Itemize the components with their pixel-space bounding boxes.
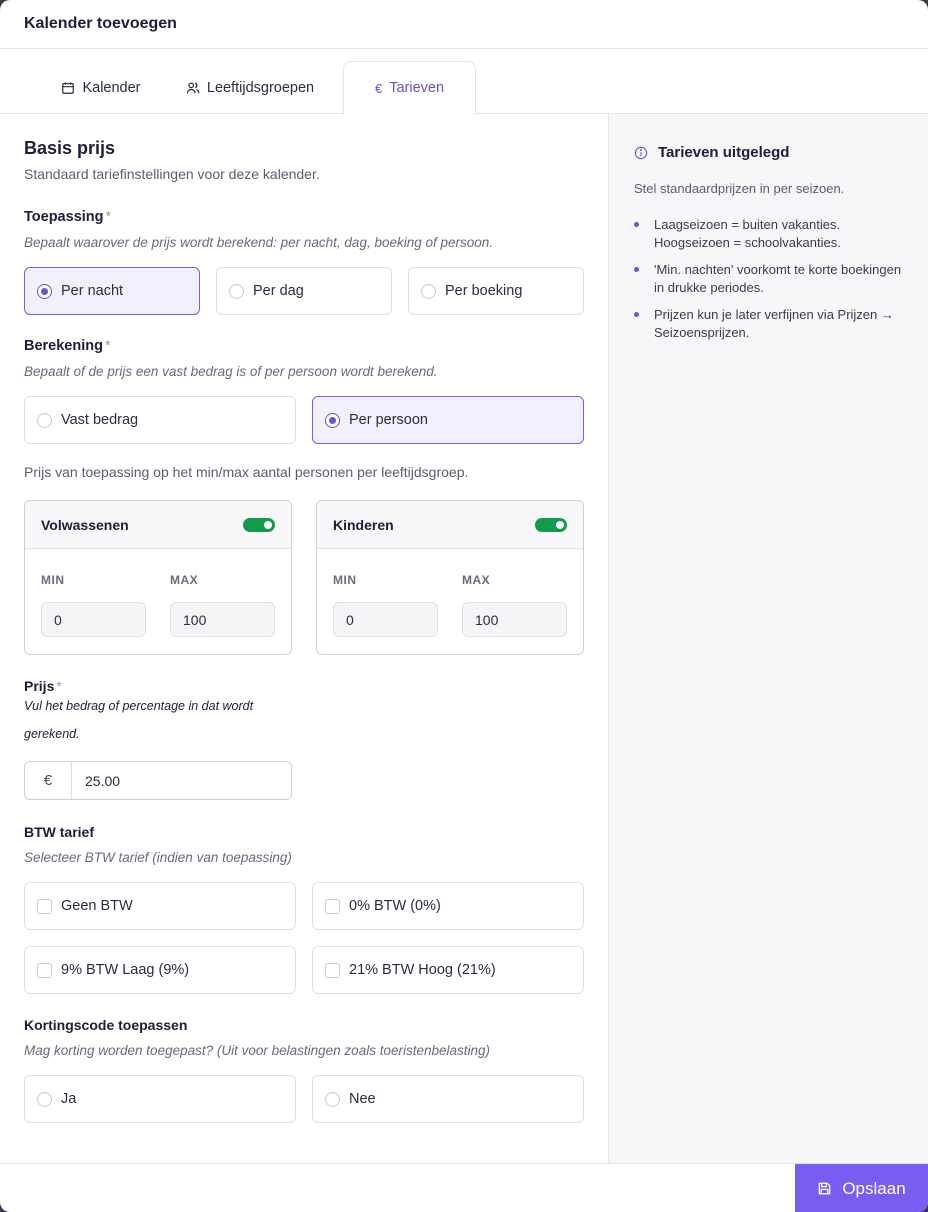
min-label: MIN: [333, 573, 357, 587]
age-group-card-volwassenen: [24, 500, 292, 655]
min-input[interactable]: [41, 602, 146, 637]
required-mark: *: [105, 209, 112, 225]
age-group-toggle[interactable]: [535, 518, 567, 532]
modal-footer: [0, 1163, 928, 1212]
max-input[interactable]: [170, 602, 275, 637]
btw-label: BTW tarief: [24, 824, 94, 840]
checkbox[interactable]: [37, 963, 52, 978]
btw-option-21[interactable]: [312, 946, 584, 994]
help-list: [634, 216, 904, 342]
max-label: MAX: [170, 573, 199, 587]
groups-note: Prijs van toepassing op het min/max aantal personen per leeftijdsgroep.: [24, 464, 469, 480]
help-list-item: Laagseizoen = buiten vakanties. Hoogseizoen = schoolvakanties.: [634, 216, 904, 252]
tab-kalender[interactable]: [36, 61, 166, 114]
option-label: Per boeking: [445, 283, 523, 299]
btw-option-9[interactable]: [24, 946, 296, 994]
prijs-label-text: Prijs: [24, 678, 55, 694]
tab-label: Leeftijdsgroepen: [206, 79, 315, 96]
card-header: [317, 501, 583, 549]
option-label: Vast bedrag: [61, 412, 139, 428]
price-field: [24, 761, 292, 800]
option-label: 21% BTW Hoog (21%): [349, 962, 496, 978]
korting-option-ja[interactable]: [24, 1075, 296, 1123]
card-header: [25, 501, 291, 549]
option-per-dag[interactable]: [216, 267, 392, 315]
korting-option-nee[interactable]: [312, 1075, 584, 1123]
main-content: [0, 114, 608, 1163]
checkbox[interactable]: [325, 963, 340, 978]
radio[interactable]: [37, 1092, 52, 1107]
age-group-card-kinderen: [316, 500, 584, 655]
option-label: Per persoon: [349, 412, 428, 428]
btw-option-0[interactable]: [312, 882, 584, 930]
prijs-hint-line1: Vul het bedrag of percentage in dat wordt: [24, 699, 254, 713]
option-per-persoon[interactable]: [312, 396, 584, 444]
option-label: Nee: [349, 1091, 376, 1107]
prijs-hint-line2: gerekend.: [24, 727, 80, 741]
users-icon: [186, 81, 200, 95]
euro-icon: €: [374, 80, 383, 96]
price-input[interactable]: [72, 762, 291, 799]
option-vast-bedrag[interactable]: [24, 396, 296, 444]
help-title: [634, 144, 904, 161]
save-label: Opslaan: [842, 1178, 906, 1198]
tab-leeftijdsgroepen[interactable]: [172, 61, 328, 114]
toepassing-hint: Bepaalt waarover de prijs wordt berekend: per nacht, dag, boeking of persoon.: [24, 235, 494, 250]
option-per-boeking[interactable]: [408, 267, 584, 315]
min-label: MIN: [41, 573, 65, 587]
required-mark: *: [56, 678, 62, 694]
radio-selected[interactable]: [37, 284, 52, 299]
radio[interactable]: [421, 284, 436, 299]
modal-title: Kalender toevoegen: [24, 15, 177, 32]
prijs-label: [24, 678, 62, 694]
required-mark: *: [104, 338, 111, 354]
help-list-item: Prijzen kun je later verfijnen via Prijzen → Seizoensprijzen.: [634, 306, 904, 342]
tab-bar: [0, 49, 928, 114]
radio[interactable]: [325, 1092, 340, 1107]
option-label: 9% BTW Laag (9%): [61, 962, 190, 978]
info-icon: [634, 146, 648, 160]
berekening-label-text: Berekening: [24, 338, 103, 354]
tab-label: Kalender: [82, 79, 141, 96]
option-per-nacht[interactable]: [24, 267, 200, 315]
toepassing-label-text: Toepassing: [24, 209, 104, 225]
option-label: Ja: [61, 1091, 77, 1107]
help-panel: [608, 114, 928, 1163]
help-list-item: 'Min. nachten' voorkomt te korte boekingen in drukke periodes.: [634, 261, 904, 297]
berekening-label: [24, 338, 111, 354]
radio[interactable]: [229, 284, 244, 299]
min-input[interactable]: [333, 602, 438, 637]
berekening-hint: Bepaalt of de prijs een vast bedrag is of per persoon wordt berekend.: [24, 364, 438, 379]
checkbox[interactable]: [325, 899, 340, 914]
age-group-name: Kinderen: [333, 516, 394, 533]
currency-prefix: €: [25, 762, 72, 799]
tab-tarieven[interactable]: [343, 61, 476, 115]
age-group-name: Volwassenen: [41, 516, 129, 533]
radio-selected[interactable]: [325, 413, 340, 428]
help-intro: Stel standaardprijzen in per seizoen.: [634, 181, 845, 196]
age-group-toggle[interactable]: [243, 518, 275, 532]
korting-hint: Mag korting worden toegepast? (Uit voor belastingen zoals toeristenbelasting): [24, 1043, 491, 1058]
korting-label: Kortingscode toepassen: [24, 1017, 188, 1033]
section-title: Basis prijs: [24, 138, 116, 158]
option-label: Per nacht: [61, 283, 124, 299]
btw-hint: Selecteer BTW tarief (indien van toepassing): [24, 850, 292, 865]
btw-option-geen[interactable]: [24, 882, 296, 930]
option-label: 0% BTW (0%): [349, 898, 441, 914]
option-label: Per dag: [253, 283, 304, 299]
save-icon: [817, 1181, 832, 1196]
tab-label: Tarieven: [389, 80, 445, 96]
modal-header: [0, 0, 928, 49]
radio[interactable]: [37, 413, 52, 428]
toepassing-label: [24, 209, 111, 225]
calendar-icon: [61, 81, 75, 95]
option-label: Geen BTW: [61, 898, 133, 914]
section-subtitle: Standaard tariefinstellingen voor deze kalender.: [24, 166, 320, 182]
save-button[interactable]: [795, 1164, 928, 1212]
max-input[interactable]: [462, 602, 567, 637]
checkbox[interactable]: [37, 899, 52, 914]
max-label: MAX: [462, 573, 491, 587]
help-title-text: Tarieven uitgelegd: [658, 144, 790, 161]
